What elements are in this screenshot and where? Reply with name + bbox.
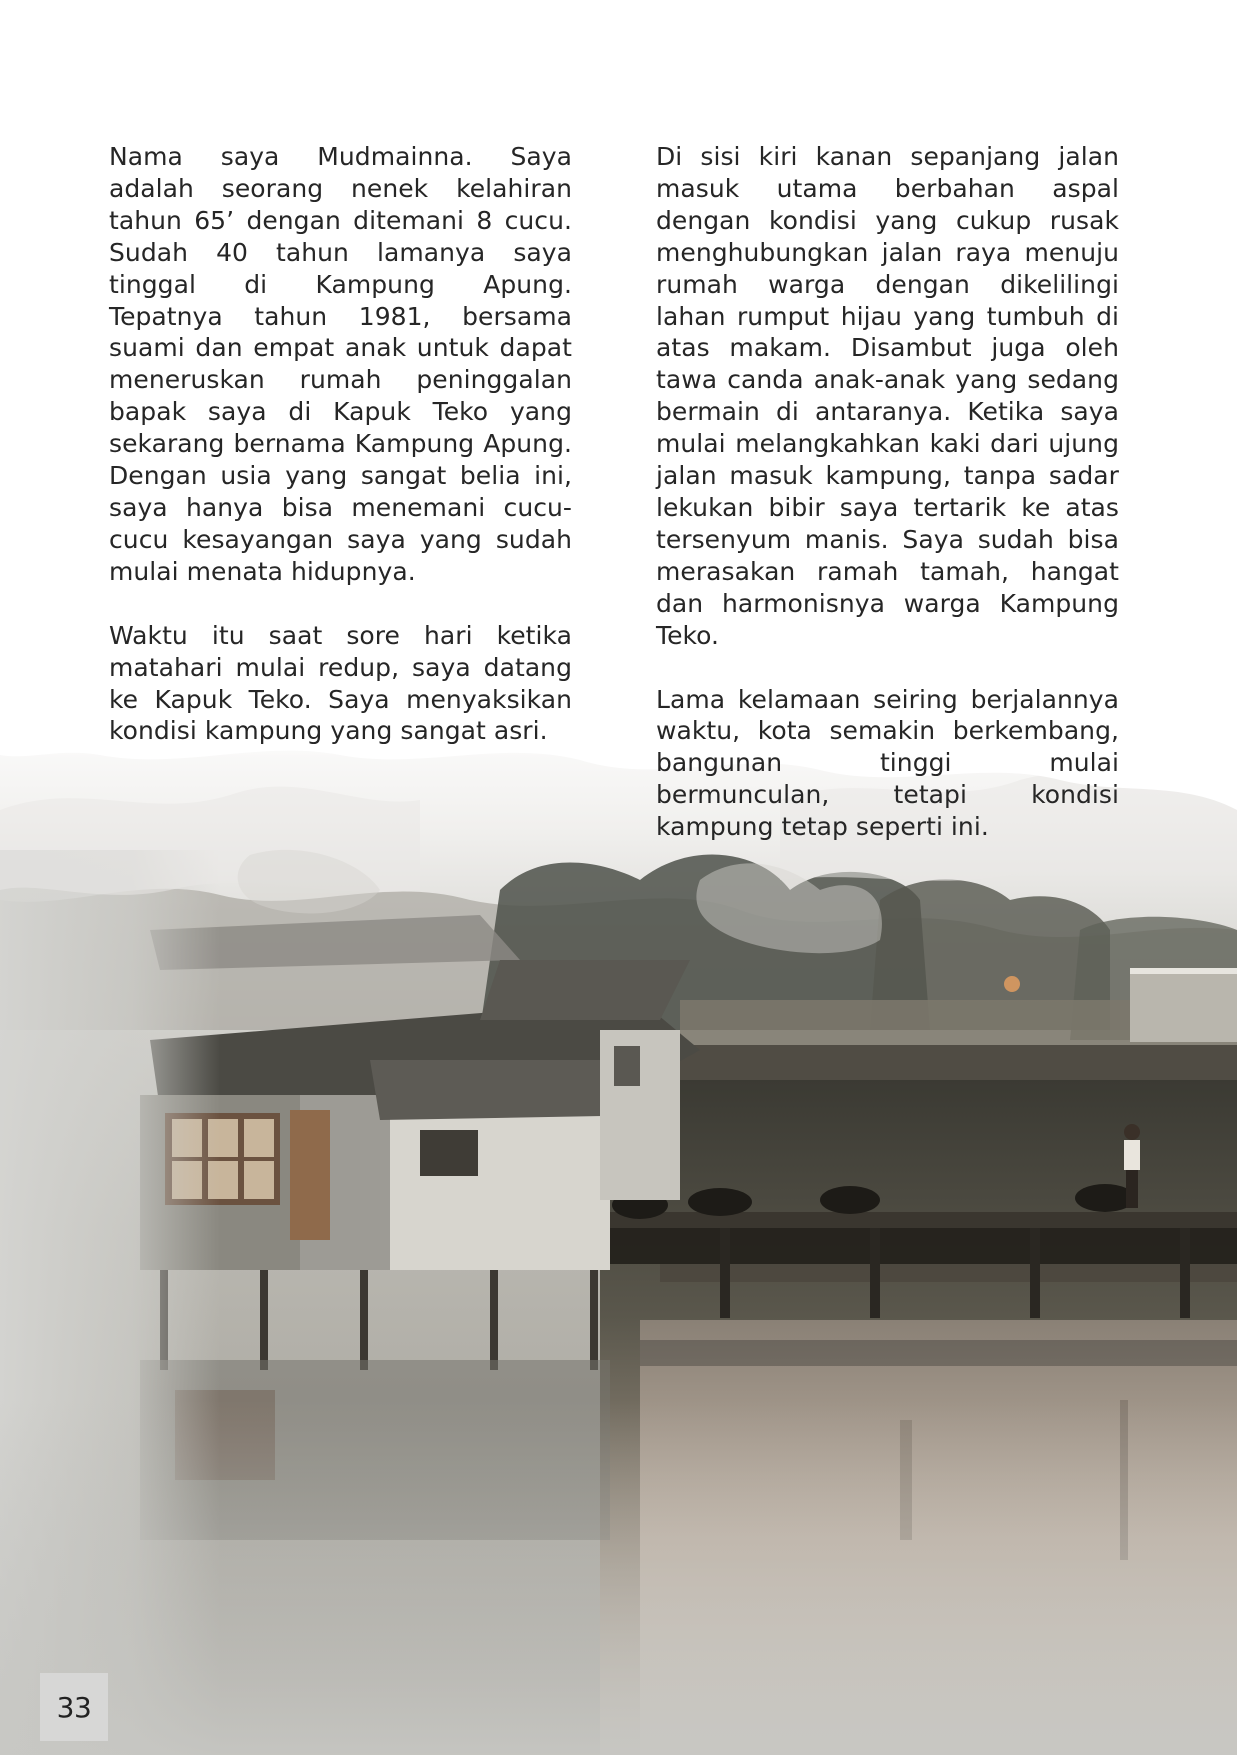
page-number-box xyxy=(40,1673,108,1741)
article-left-column xyxy=(109,141,572,779)
paragraph: Nama saya Mudmainna. Saya adalah seorang nenek kelahiran tahun 65’ dengan ditemani 8 cucu. Sudah 40 tahun lamanya saya tinggal di Kampung Apung. Tepatnya tahun 1981, bersama suami dan empat anak untuk dapat meneruskan rumah peninggalan bapak saya di Kapuk Teko yang sekarang bernama Kampung Apung. Dengan usia yang sangat belia ini, saya hanya bisa menemani cucu-cucu kesayangan saya yang sudah mulai menata hidupnya. xyxy=(109,142,572,586)
paragraph: Waktu itu saat sore hari ketika matahari mulai redup, saya datang ke Kapuk Teko. Saya menyaksikan kondisi kampung yang sangat asri. xyxy=(109,620,572,746)
page-number: 33 xyxy=(56,1690,92,1724)
paragraph: Di sisi kiri kanan sepanjang jalan masuk utama berbahan aspal dengan kondisi yang cukup rusak menghubungkan jalan raya menuju rumah warga dengan dikelilingi lahan rumput hijau yang tumbuh di atas makam. Disambut juga oleh tawa canda anak-anak yang sedang bermain di antaranya. Ketika saya mulai melangkahkan kaki dari ujung jalan masuk kampung, tanpa sadar lekukan bibir saya tertarik ke atas tersenyum manis. Saya sudah bisa merasakan ramah tamah, hangat dan harmonisnya warga Kampung Teko. xyxy=(656,142,1119,650)
paragraph: Lama kelamaan seiring berjalannya waktu, kota semakin berkembang, bangunan tinggi mulai bermunculan, tetapi kondisi kampung tetap seperti ini. xyxy=(656,684,1119,842)
article-right-column xyxy=(656,141,1119,875)
